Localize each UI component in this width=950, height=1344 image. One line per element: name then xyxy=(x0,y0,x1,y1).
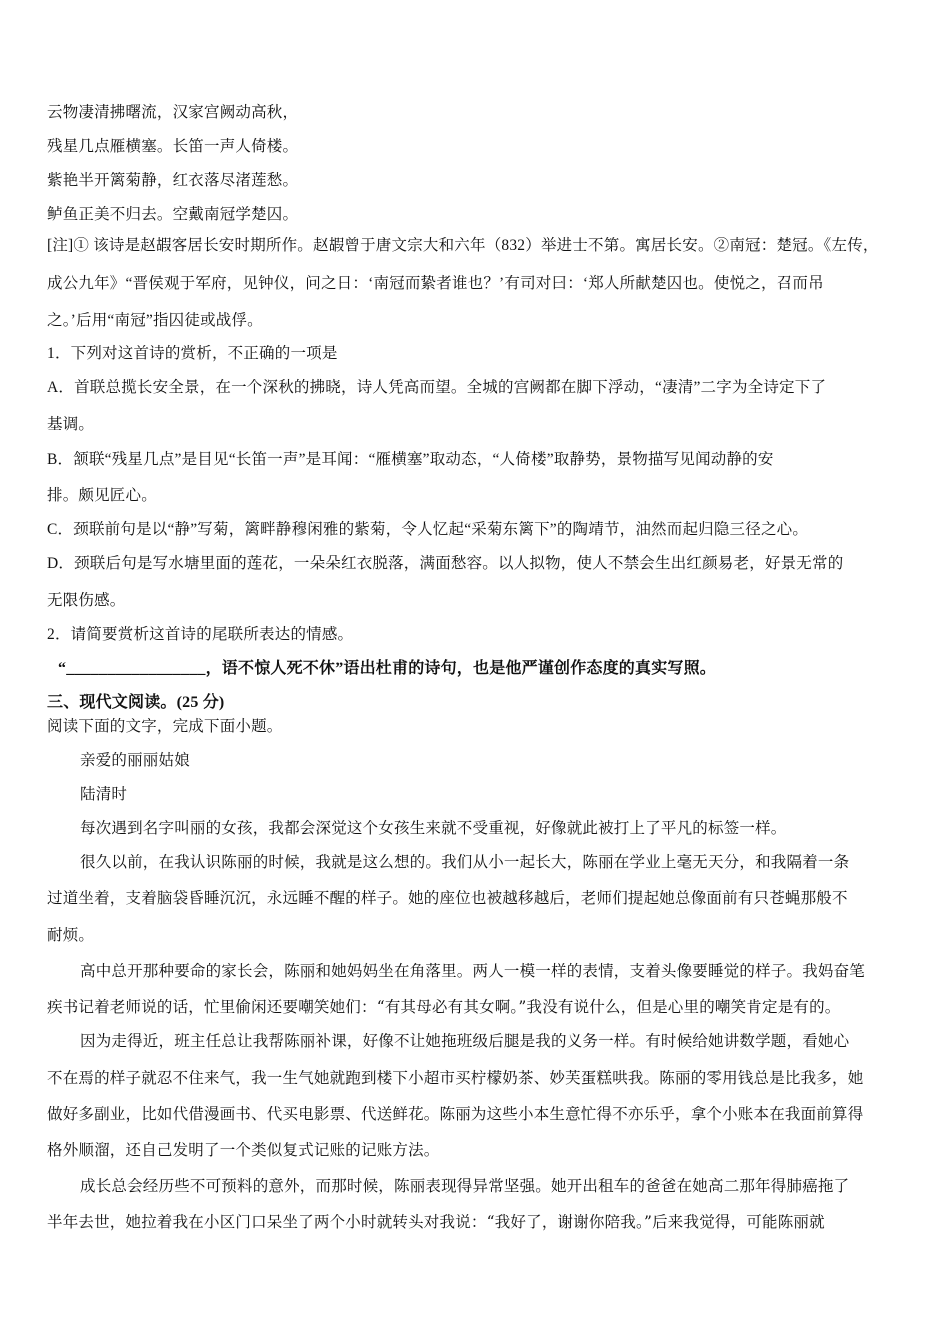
fill-blank-question: “_________________，语不惊人死不休”语出杜甫的诗句，也是他严谨创作态度的真实写照。 xyxy=(58,660,717,677)
paragraph-line: 高中总开那种要命的家长会，陈丽和她妈妈坐在角落里。两人一模一样的表情，支着头像要睡觉的样子。我妈奋笔 xyxy=(80,962,866,980)
section-heading: 三、现代文阅读。(25 分) xyxy=(47,694,225,711)
article-title: 亲爱的丽丽姑娘 xyxy=(80,751,190,769)
paragraph-line: 耐烦。 xyxy=(47,926,95,944)
question-1-stem: 1．下列对这首诗的赏析，不正确的一项是 xyxy=(47,345,338,362)
annotation-line: [注]① 该诗是赵嘏客居长安时期所作。赵嘏曾于唐文宗大和六年（832）举进士不第。寓居长安。②南冠：楚冠。《左传， xyxy=(47,237,879,254)
question-2: 2．请简要赏析这首诗的尾联所表达的情感。 xyxy=(47,626,354,643)
annotation-line: 之。’后用“南冠”指囚徒或战俘。 xyxy=(47,312,263,329)
paragraph-line: 因为走得近，班主任总让我帮陈丽补课，好像不让她拖班级后腿是我的义务一样。有时候给她讲数学题，看她心 xyxy=(80,1032,850,1050)
paragraph-line: 过道坐着，支着脑袋昏睡沉沉，永远睡不醒的样子。她的座位也被越移越后，老师们提起她总像面前有只苍蝇那般不 xyxy=(47,889,848,907)
option-a: A．首联总揽长安全景，在一个深秋的拂晓，诗人凭高而望。全城的宫阙都在脚下浮动，“凄清”二字为全诗定下了 xyxy=(47,379,827,396)
poem-line: 残星几点雁横塞。长笛一声人倚楼。 xyxy=(47,137,299,155)
paragraph-line: 疾书记着老师说的话，忙里偷闲还要嘲笑她们：“有其母必有其女啊。”我没有说什么，但是心里的嘲笑肯定是有的。 xyxy=(47,998,841,1016)
annotation-line: 成公九年》“晋侯观于军府，见钟仪，问之日：‘南冠而絷者谁也？’有司对曰：‘郑人所献楚囚也。使悦之，召而吊 xyxy=(47,275,824,292)
section-instruction: 阅读下面的文字，完成下面小题。 xyxy=(47,718,283,735)
option-b: B．颔联“残星几点”是目见“长笛一声”是耳闻：“雁横塞”取动态，“人倚楼”取静势，景物描写见闻动静的安 xyxy=(47,451,774,468)
paragraph-line: 成长总会经历些不可预料的意外，而那时候，陈丽表现得异常坚强。她开出租车的爸爸在她高二那年得肺癌拖了 xyxy=(80,1177,850,1195)
poem-line: 云物凄清拂曙流，汉家宫阙动高秋， xyxy=(47,103,299,121)
poem-line: 紫艳半开篱菊静，红衣落尽渚莲愁。 xyxy=(47,171,299,189)
option-a-cont: 基调。 xyxy=(47,416,95,433)
option-c: C．颈联前句是以“静”写菊，篱畔静穆闲雅的紫菊，令人忆起“采菊东篱下”的陶靖节，油然而起归隐三径之心。 xyxy=(47,521,809,538)
paragraph-line: 每次遇到名字叫丽的女孩，我都会深觉这个女孩生来就不受重视，好像就此被打上了平凡的标签一样。 xyxy=(80,819,787,837)
paragraph-line: 不在焉的样子就忍不住来气，我一生气她就跑到楼下小超市买柠檬奶茶、妙芙蛋糕哄我。陈丽的零用钱总是比我多，她 xyxy=(47,1069,864,1087)
option-b-cont: 排。颇见匠心。 xyxy=(47,487,157,504)
option-d: D．颈联后句是写水塘里面的莲花，一朵朵红衣脱落，满面愁容。以人拟物，使人不禁会生出红颜易老，好景无常的 xyxy=(47,555,844,572)
paragraph-line: 格外顺溜，还自己发明了一个类似复式记账的记账方法。 xyxy=(47,1141,440,1159)
paragraph-line: 半年去世，她拉着我在小区门口呆坐了两个小时就转头对我说：“我好了，谢谢你陪我。”后来我觉得，可能陈丽就 xyxy=(47,1213,825,1231)
poem-line: 鲈鱼正美不归去。空戴南冠学楚囚。 xyxy=(47,205,299,223)
paragraph-line: 很久以前，在我认识陈丽的时候，我就是这么想的。我们从小一起长大，陈丽在学业上毫无天分，和我隔着一条 xyxy=(80,853,850,871)
paragraph-line: 做好多副业，比如代借漫画书、代买电影票、代送鲜花。陈丽为这些小本生意忙得不亦乐乎，拿个小账本在我面前算得 xyxy=(47,1105,864,1123)
option-d-cont: 无限伤感。 xyxy=(47,592,126,609)
article-author: 陆清时 xyxy=(80,785,128,803)
